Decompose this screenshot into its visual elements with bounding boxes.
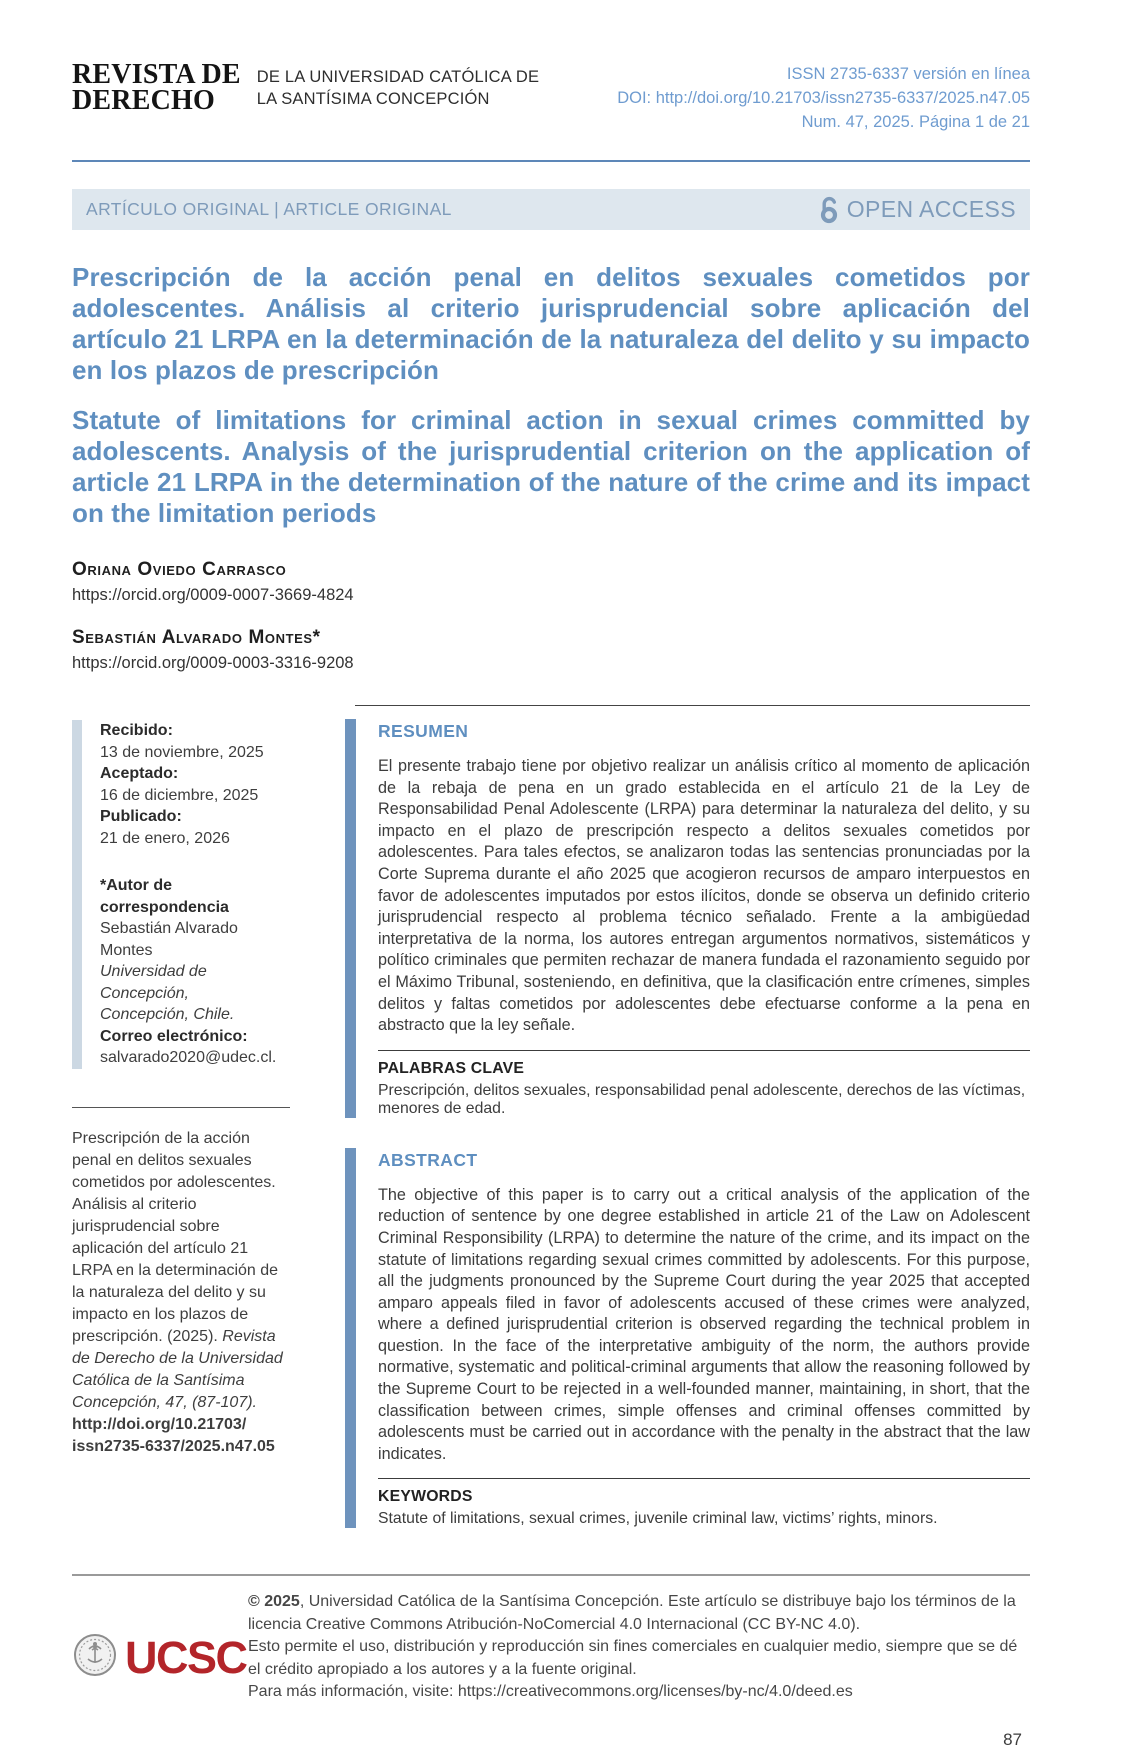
spacer	[100, 849, 290, 875]
header-divider	[72, 160, 1030, 162]
license-footer	[72, 1591, 1030, 1704]
article-page	[72, 0, 1030, 1750]
page-number: 87	[1003, 1729, 1022, 1749]
keywords-text: Statute of limitations, sexual crimes, juvenile criminal law, victims’ rights, minors.	[378, 1510, 938, 1528]
abstract-top-divider	[355, 705, 1030, 706]
resumen-accent-bar	[345, 719, 356, 1118]
issn-text: ISSN 2735-6337 versión en línea	[786, 65, 1030, 83]
left-sidebar	[72, 705, 290, 1528]
correspondence-label: *Autor de correspondencia	[100, 877, 229, 916]
published-label: Publicado:	[100, 808, 182, 825]
license-line3[interactable]: Para más información, visite: https://creativecommons.org/licenses/by-nc/4.0/deed.es	[248, 1683, 853, 1701]
email-address[interactable]: salvarado2020@udec.cl.	[100, 1049, 277, 1066]
journal-header	[72, 59, 1030, 134]
abstract-text: The objective of this paper is to carry out a critical analysis of the application of the reduction of sentence by one degree established in article 21 of the Law on Adolescent Criminal Responsibility (LRPA) to determine the nature of the crime, and its impact on the statute of limitations regarding sexual crimes committed by adolescents. For this purpose, all the judgments pronounced by the Supreme Court during the year 2025 that accepted amparo appeals filed in favor of adolescents accused of these crimes were analyzed, where a defined jurisprudential criterion is observed regarding the technical problem in question. In the face of the interpretative ambiguity of the norm, the authors provide normative, systematic and political-criminal arguments that allow the reasoning followed by the Supreme Court to be rejected in a well-founded manner, maintaining, in short, that the classification between crimes, simple offenses and criminal offenses committed by adolescents must be carried out in accordance with the penalty in the abstract that the law indicates.	[378, 1185, 1030, 1463]
footer-divider	[72, 1574, 1030, 1576]
license-text	[248, 1591, 1030, 1704]
author-1-orcid-link[interactable]: https://orcid.org/0009-0007-3669-4824	[72, 586, 354, 604]
abstract-column	[345, 705, 1030, 1528]
author-2-name: Sebastián Alvarado Montes*	[72, 627, 321, 648]
keywords-heading: KEYWORDS	[378, 1488, 473, 1506]
keywords-divider	[378, 1478, 1030, 1479]
palabras-clave-divider	[378, 1050, 1030, 1051]
journal-title-line1: REVISTA DE	[72, 59, 241, 90]
citation-text: Prescripción de la acción penal en delitos sexuales cometidos por adolescentes. Análisis al criterio jurisprudencial sobre aplicación del artículo 21 LRPA en la determinación de la naturaleza del delito y su impacto en los plazos de prescripción. (2025).	[72, 1129, 279, 1345]
palabras-clave-text: Prescripción, delitos sexuales, responsabilidad penal adolescente, derechos de las víctimas, menores de edad.	[378, 1081, 1026, 1117]
abstract-body	[378, 1148, 1030, 1529]
open-lock-icon	[818, 195, 840, 224]
citation-block	[72, 1128, 290, 1458]
resumen-section	[345, 719, 1030, 1118]
citation-doi-line1[interactable]: http://doi.org/10.21703/	[72, 1415, 247, 1433]
abstract-section	[345, 1148, 1030, 1529]
ucsc-logo	[72, 1591, 248, 1704]
citation-doi-line2[interactable]: issn2735-6337/2025.n47.05	[72, 1437, 275, 1455]
published-date: 21 de enero, 2026	[100, 829, 230, 847]
journal-brand	[72, 59, 540, 116]
correspondence-affiliation-line1: Universidad de Concepción,	[100, 963, 207, 1002]
ucsc-logo-text: UCSC	[125, 1631, 247, 1683]
journal-title-line2: DERECHO	[72, 85, 215, 116]
email-label: Correo electrónico:	[100, 1027, 248, 1045]
dates-block	[72, 720, 290, 1069]
abstract-heading: ABSTRACT	[378, 1149, 478, 1170]
author-2	[72, 627, 1030, 673]
citation-journal: Revista de Derecho de la Universidad Católica de la Santísima Concepción, 47, (87-107).	[72, 1327, 283, 1411]
ucsc-seal-icon	[72, 1631, 118, 1684]
header-meta	[617, 62, 1030, 134]
article-title-spanish: Prescripción de la acción penal en delitos sexuales cometidos por adolescentes. Análisis al criterio jurisprudencial sobre aplicación del artículo 21 LRPA en la determinación de la naturaleza del delito y su impacto en los plazos de prescripción	[72, 262, 1030, 385]
doi-link[interactable]: DOI: http://doi.org/10.21703/issn2735-6337/2025.n47.05	[617, 89, 1030, 107]
correspondence-name: Sebastián Alvarado Montes	[100, 920, 238, 959]
license-line2: Esto permite el uso, distribución y reproducción sin fines comerciales en cualquier medio, siempre que se dé el crédito apropiado a los autores y a la fuente original.	[248, 1638, 1018, 1678]
license-line1: , Universidad Católica de la Santísima Concepción. Este artículo se distribuye bajo los términos de la licencia Creative Commons Atribución-NoComercial 4.0 Internacional (CC BY-NC 4.0).	[248, 1593, 1016, 1633]
author-2-orcid-link[interactable]: https://orcid.org/0009-0003-3316-9208	[72, 654, 354, 672]
journal-subtitle-line2: LA SANTÍSIMA CONCEPCIÓN	[256, 90, 490, 108]
citation-divider	[72, 1107, 290, 1108]
accepted-label: Aceptado:	[100, 765, 179, 782]
accepted-date: 16 de diciembre, 2025	[100, 786, 259, 804]
resumen-text: El presente trabajo tiene por objetivo realizar un análisis crítico al momento de aplicación de la rebaja de pena en un grado establecida en el artículo 21 de la Ley de Responsabilidad Penal Adolescente (LRPA) para determinar la naturaleza del delito, y su impacto en el plazo de prescripción respecto a delitos sexuales cometidos por adolescentes. Para tales efectos, se analizaron todas las sentencias pronunciadas por la Corte Suprema durante el año 2025 que acogieron recursos de amparo interpuestos en favor de adolescentes imputados por estos ilícitos, donde se observa un definido criterio jurisprudencial respecto al problema técnico señalado. Frente a la ambigüedad interpretativa de la norma, los autores entregan argumentos normativos, sistemáticos y político criminales que permiten rechazar de manera fundada el razonamiento seguido por el Máximo Tribunal, sosteniendo, en definitiva, que la clasificación entre crímenes, simples delitos y faltas cometidos por adolescentes debe efectuarse conforme a la pena en abstracto que la ley señale.	[378, 757, 1030, 1035]
article-title-english: Statute of limitations for criminal action in sexual crimes committed by adolescents. Analysis of the jurisprudential criterion on the application of article 21 LRPA in the determination of the nature of the crime and its impact on the limitation periods	[72, 405, 1030, 528]
received-date: 13 de noviembre, 2025	[100, 743, 264, 761]
resumen-body	[378, 719, 1030, 1118]
authors-block	[72, 559, 1030, 673]
sidebar-accent-bar	[72, 720, 82, 1069]
open-access-link[interactable]	[818, 195, 1016, 224]
palabras-clave-heading: PALABRAS CLAVE	[378, 1059, 525, 1077]
journal-subtitle	[257, 62, 539, 114]
abstract-accent-bar	[345, 1148, 356, 1529]
resumen-heading: RESUMEN	[378, 721, 469, 741]
correspondence-affiliation-line2: Concepción, Chile.	[100, 1006, 235, 1023]
open-access-label: OPEN ACCESS	[846, 196, 1016, 222]
author-1	[72, 559, 1030, 605]
two-column-zone	[72, 705, 1030, 1528]
journal-subtitle-line1: DE LA UNIVERSIDAD CATÓLICA DE	[256, 68, 540, 86]
author-1-name: Oriana Oviedo Carrasco	[72, 559, 287, 580]
article-type-label: ARTÍCULO ORIGINAL | ARTICLE ORIGINAL	[86, 199, 452, 219]
article-type-bar	[72, 189, 1030, 230]
dates-content	[100, 720, 290, 1069]
issue-page-info: Num. 47, 2025. Página 1 de 21	[801, 113, 1030, 131]
journal-logo-text	[72, 59, 241, 116]
copyright-year: © 2025	[248, 1593, 300, 1611]
received-label: Recibido:	[100, 722, 173, 739]
